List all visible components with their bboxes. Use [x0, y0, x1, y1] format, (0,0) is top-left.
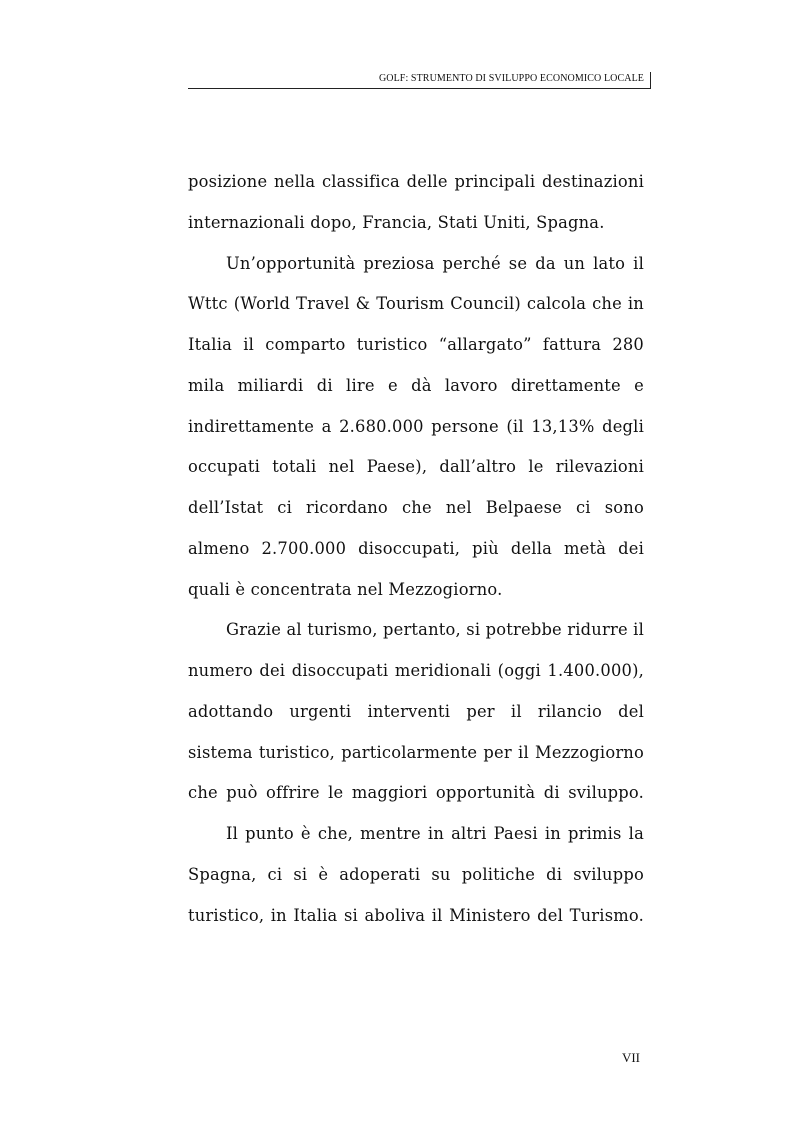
text-line: Spagna, ci si è adoperati su politiche di sviluppo: [188, 864, 644, 884]
text-line: Italia il comparto turistico “allargato” fattura 280: [188, 335, 644, 354]
text-line: almeno 2.700.000 disoccupati, più della metà dei: [188, 538, 644, 558]
text-line: Wttc (World Travel & Tourism Council) calcola che in: [188, 294, 644, 314]
running-header: [188, 72, 651, 89]
text-line: posizione nella classifica delle principali destinazioni: [188, 172, 644, 191]
text-line: sistema turistico, particolarmente per il Mezzogiorno: [188, 742, 644, 762]
text-line: Un’opportunità preziosa perché se da un lato il: [226, 253, 644, 273]
text-line: Grazie al turismo, pertanto, si potrebbe ridurre il: [226, 620, 644, 640]
text-line: indirettamente a 2.680.000 persone (il 13,13% degli: [188, 416, 644, 436]
text-line: quali è concentrata nel Mezzogiorno.: [188, 579, 503, 599]
text-line: turistico, in Italia si aboliva il Ministero del Turismo.: [188, 905, 644, 925]
body-text: [188, 162, 644, 936]
text-line: adottando urgenti interventi per il rilancio del: [188, 701, 644, 721]
text-line: occupati totali nel Paese), dall’altro le rilevazioni: [188, 457, 644, 477]
text-line: Il punto è che, mentre in altri Paesi in primis la: [226, 824, 644, 843]
text-line: numero dei disoccupati meridionali (oggi 1.400.000),: [188, 661, 644, 680]
text-line: che può offrire le maggiori opportunità di sviluppo.: [188, 783, 644, 803]
text-line: dell’Istat ci ricordano che nel Belpaese ci sono: [188, 498, 644, 517]
page-number: VII: [621, 1050, 640, 1065]
running-header-title: GOLF: STRUMENTO DI SVILUPPO ECONOMICO LOCALE: [378, 73, 644, 84]
text-line: mila miliardi di lire e dà lavoro direttamente e: [188, 375, 644, 395]
text-line: internazionali dopo, Francia, Stati Uniti, Spagna.: [188, 212, 605, 232]
